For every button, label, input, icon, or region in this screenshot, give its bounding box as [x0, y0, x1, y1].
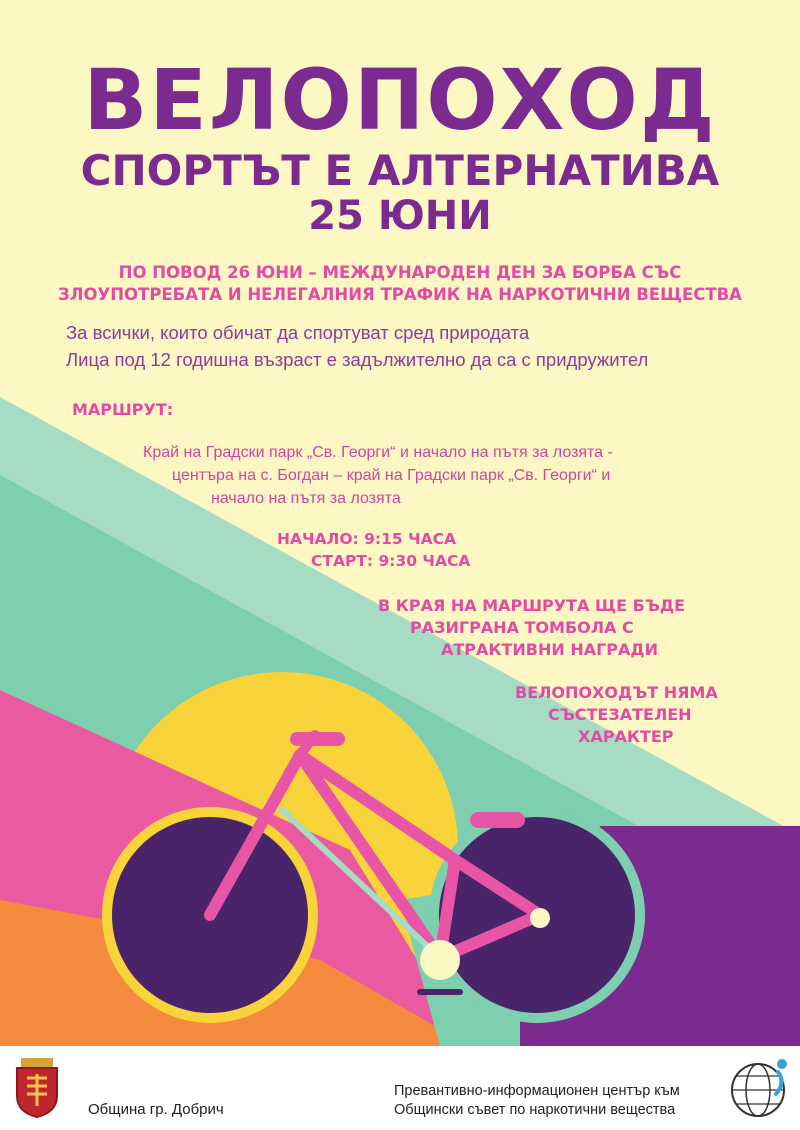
event-subtitle: СПОРТЪТ Е АЛТЕРНАТИВА	[80, 146, 720, 195]
intro-line-2: Лица под 12 годишна възраст е задължително да са с придружител	[66, 349, 649, 370]
note-line-1: ВЕЛОПОХОДЪТ НЯМА	[515, 683, 718, 702]
footer	[0, 1046, 800, 1130]
organizer-line-2: Общински съвет по наркотични вещества	[394, 1102, 676, 1118]
occasion-line-1: ПО ПОВОД 26 ЮНИ – МЕЖДУНАРОДЕН ДЕН ЗА БОРБА СЪС	[118, 263, 682, 282]
event-title: ВЕЛОПОХОД	[83, 51, 717, 149]
note-line-3: ХАРАКТЕР	[578, 727, 674, 746]
route-line-2: центъра на с. Богдан – край на Градски парк „Св. Георги“ и	[172, 467, 611, 484]
municipality-crest-icon	[13, 1056, 61, 1118]
note-line-2: СЪСТЕЗАТЕЛЕН	[548, 705, 692, 724]
event-date: 25 ЮНИ	[308, 193, 492, 239]
tombola-line-1: В КРАЯ НА МАРШРУТА ЩЕ БЪДЕ	[378, 596, 686, 615]
route-line-1: Край на Градски парк „Св. Георги“ и начало на пътя за лозята -	[143, 444, 613, 461]
tombola-line-3: АТРАКТИВНИ НАГРАДИ	[441, 640, 659, 659]
tombola-line-2: РАЗИГРАНА ТОМБОЛА С	[410, 618, 634, 637]
occasion-line-2: ЗЛОУПОТРЕБАТА И НЕЛЕГАЛНИЯ ТРАФИК НА НАРКОТИЧНИ ВЕЩЕСТВА	[58, 285, 742, 304]
municipality-name: Община гр. Добрич	[88, 1101, 224, 1118]
gathering-time: НАЧАЛО: 9:15 ЧАСА	[277, 530, 456, 548]
organizer-line-1: Превантивно-информационен център към	[394, 1083, 680, 1099]
start-time: СТАРТ: 9:30 ЧАСА	[311, 552, 471, 570]
route-label: МАРШРУТ:	[72, 400, 174, 419]
intro-line-1: За всички, които обичат да спортуват сред природата	[66, 322, 530, 343]
route-line-3: начало на пътя за лозята	[211, 490, 401, 507]
organizer-globe-logo-icon	[728, 1054, 794, 1120]
